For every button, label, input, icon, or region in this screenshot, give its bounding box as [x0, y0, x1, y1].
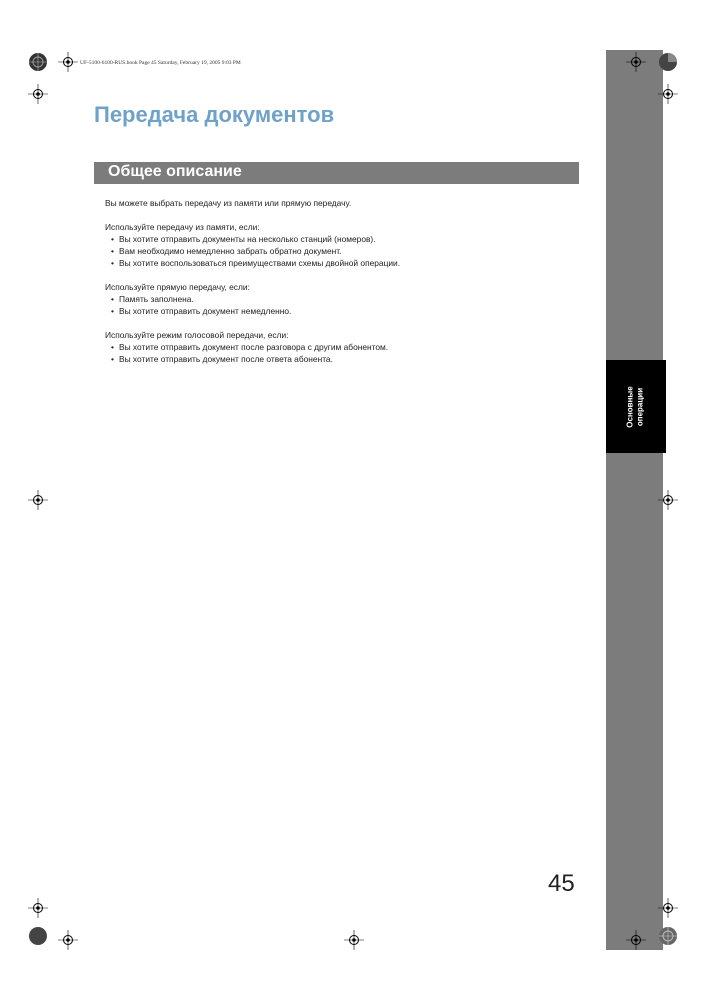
- page-number: 45: [548, 870, 575, 897]
- chapter-tab-label: Основные операции: [625, 385, 645, 428]
- registration-mark-icon: [28, 52, 48, 72]
- crosshair-mark-icon: [626, 930, 646, 950]
- voice-block: [105, 329, 575, 365]
- crosshair-mark-icon: [28, 84, 48, 104]
- crosshair-mark-icon: [58, 52, 78, 72]
- section-heading-bar: [94, 162, 579, 184]
- sidebar-strip: [606, 50, 663, 950]
- memory-block: [105, 221, 575, 269]
- crosshair-mark-icon: [28, 490, 48, 510]
- crosshair-mark-icon: [626, 52, 646, 72]
- crosshair-mark-icon: [344, 930, 364, 950]
- intro-paragraph: Вы можете выбрать передачу из памяти или прямую передачу.: [105, 198, 352, 208]
- list-item: • Вы хотите отправить документ после ответа абонента.: [111, 354, 333, 364]
- crosshair-mark-icon: [658, 898, 678, 918]
- body-text: [105, 197, 575, 377]
- crosshair-mark-icon: [58, 930, 78, 950]
- list-item: • Вы хотите отправить документ немедленно.: [111, 306, 292, 316]
- list-item: • Память заполнена.: [111, 294, 194, 304]
- registration-mark-icon: [28, 926, 48, 946]
- list-item: • Вы хотите отправить документ после разговора с другим абонентом.: [111, 342, 389, 352]
- page-title: Передача документов: [94, 102, 335, 127]
- section-heading: Общее описание: [108, 163, 242, 180]
- crosshair-mark-icon: [658, 490, 678, 510]
- memory-lead: Используйте передачу из памяти, если:: [105, 222, 260, 232]
- list-item: • Вы хотите воспользоваться преимуществами схемы двойной операции.: [111, 258, 401, 268]
- print-header-info: UF-5100-6100-RUS.book Page 45 Saturday, February 19, 2005 9:03 PM: [80, 60, 241, 66]
- registration-mark-icon: [658, 926, 678, 946]
- crosshair-mark-icon: [658, 84, 678, 104]
- crosshair-mark-icon: [28, 898, 48, 918]
- registration-mark-icon: [658, 52, 678, 72]
- voice-lead: Используйте режим голосовой передачи, если:: [105, 330, 289, 340]
- direct-lead: Используйте прямую передачу, если:: [105, 282, 250, 292]
- chapter-tab: [606, 360, 666, 453]
- list-item: • Вам необходимо немедленно забрать обратно документ.: [111, 246, 342, 256]
- list-item: • Вы хотите отправить документы на несколько станций (номеров).: [111, 234, 376, 244]
- direct-block: [105, 281, 575, 317]
